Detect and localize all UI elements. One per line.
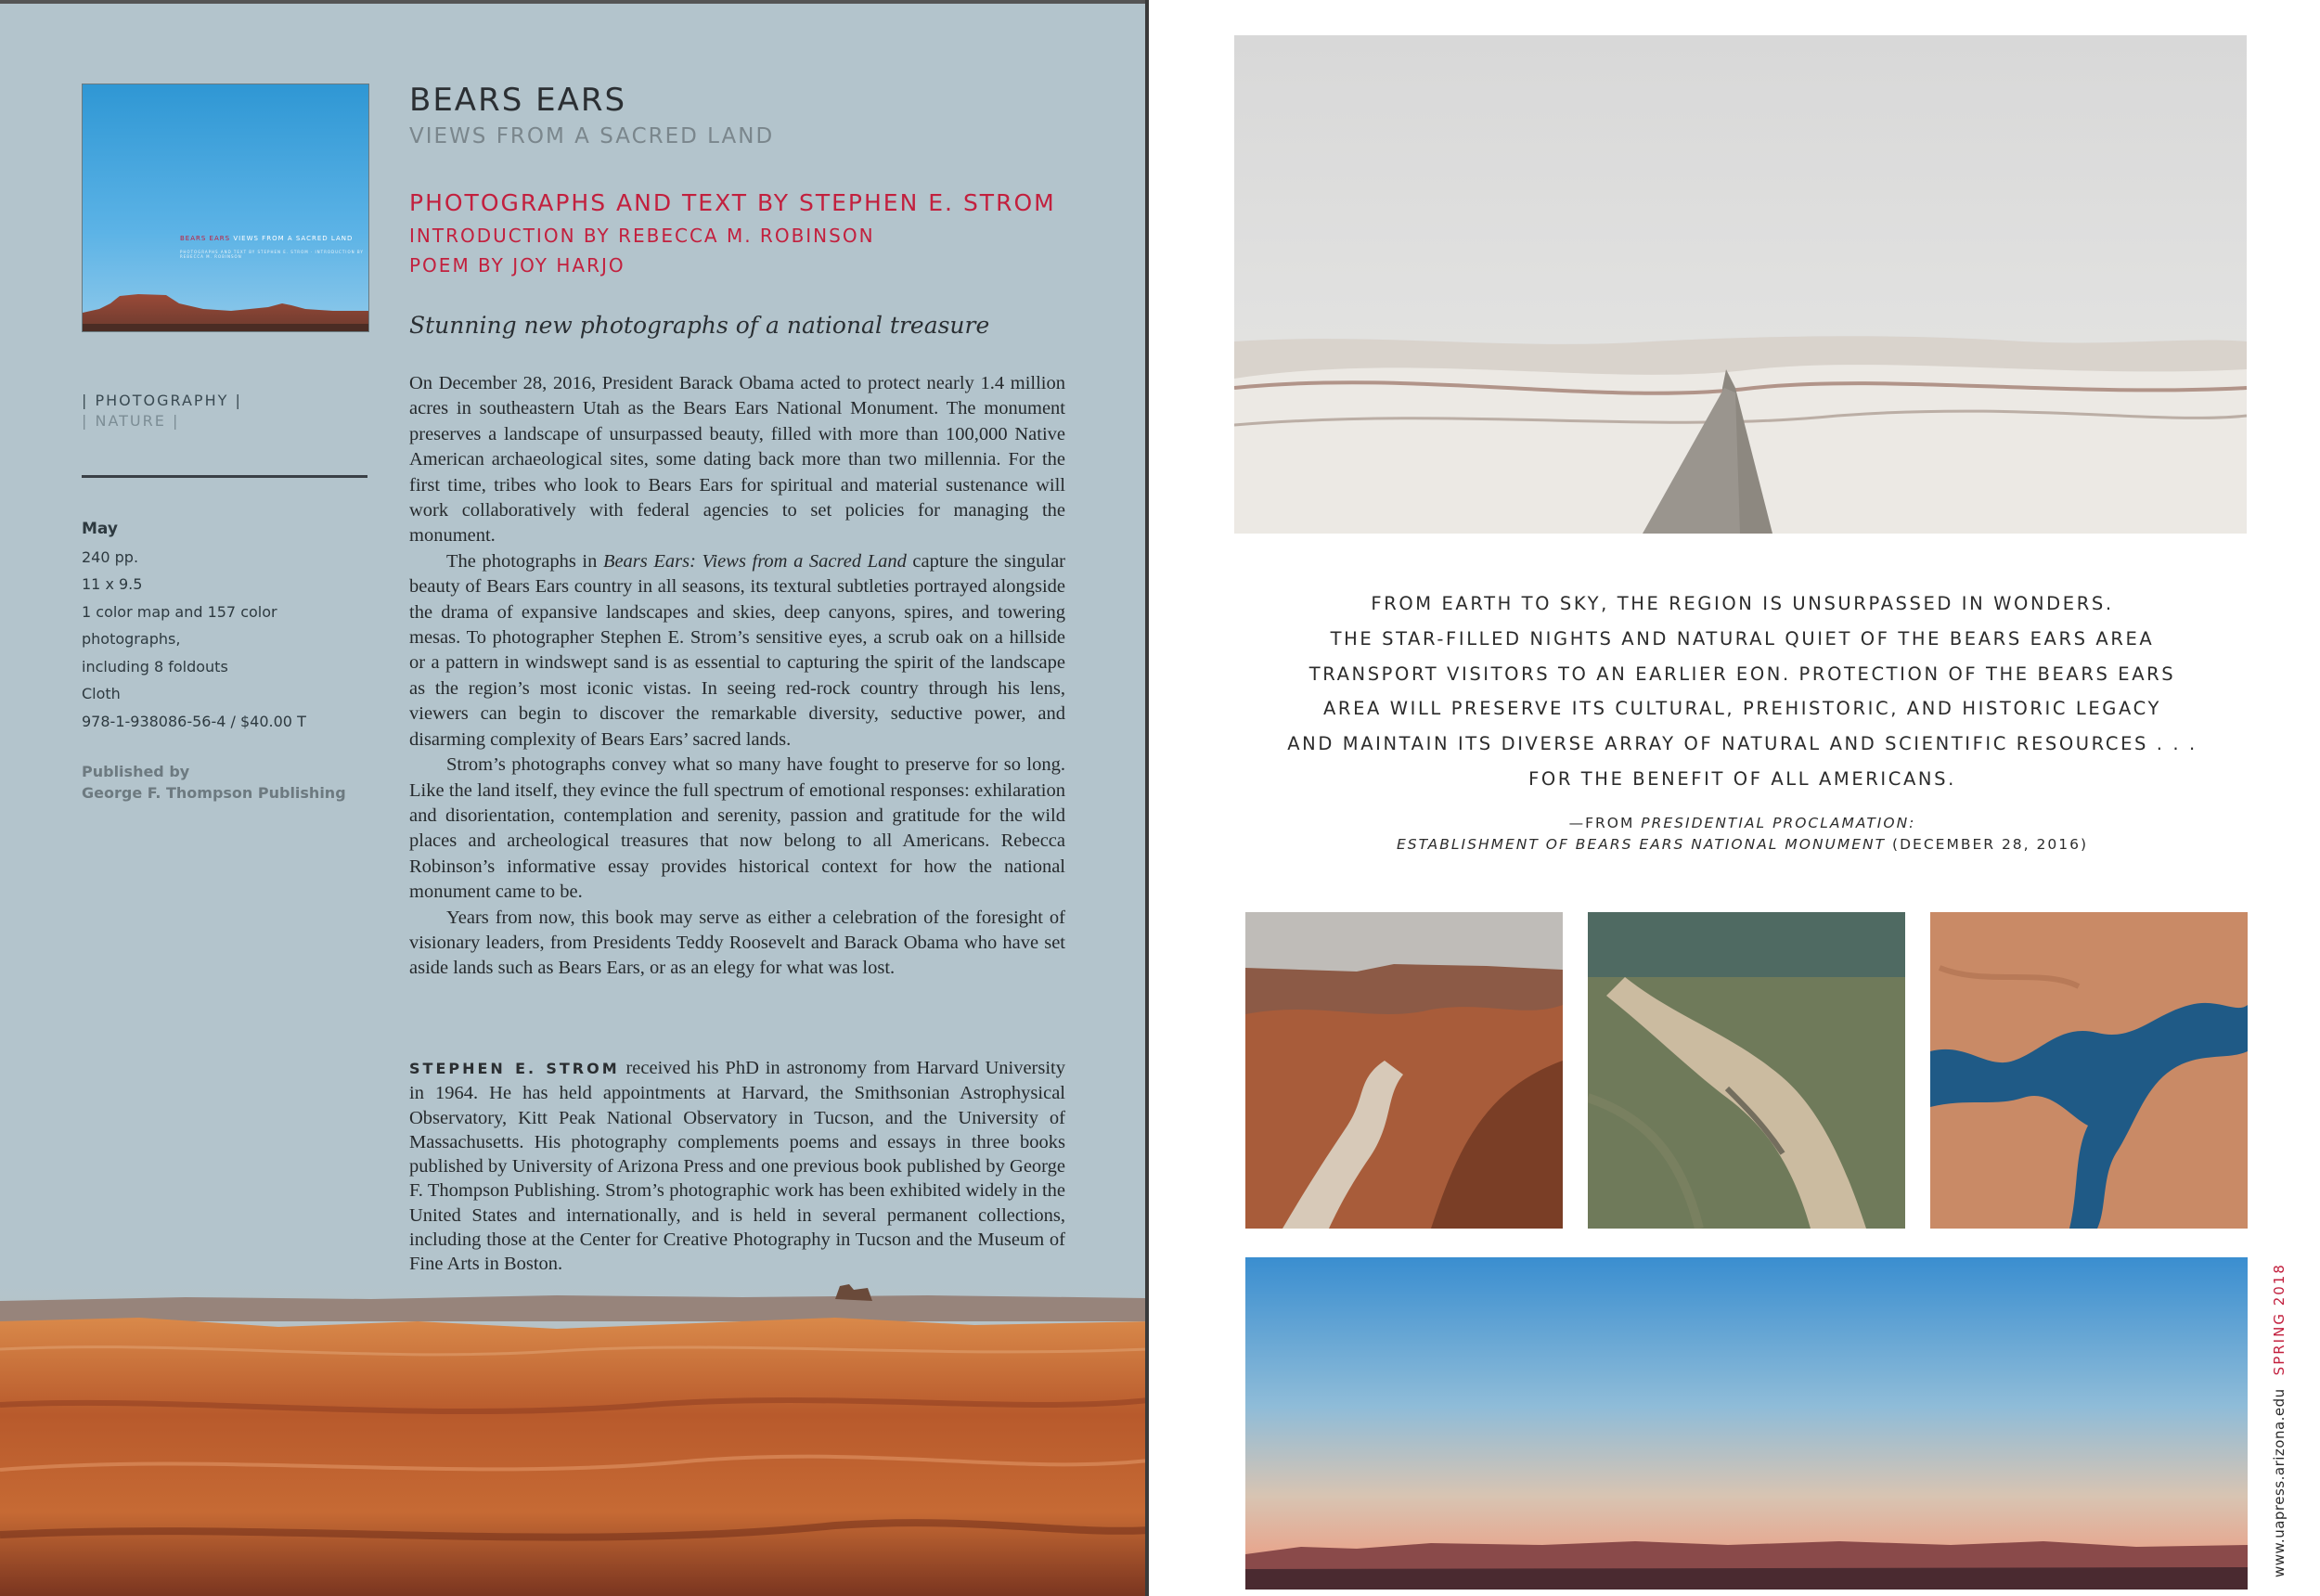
canyon-photo [0, 1284, 1149, 1596]
aerial-wash-photo [1588, 912, 1905, 1229]
attrib-prefix: —FROM [1568, 815, 1642, 831]
left-page [0, 0, 1149, 1596]
credit-photographs: PHOTOGRAPHS AND TEXT BY STEPHEN E. STROM [409, 189, 1056, 216]
quote-line: THE STAR-FILLED NIGHTS AND NATURAL QUIET OF THE BEARS EARS AREA [1330, 627, 2155, 650]
paragraph-1: On December 28, 2016, President Barack Obama acted to protect nearly 1.4 million acres in southeastern Utah as the Bears Ears National Monument. The monument preserves a landscape of unsurpassed beauty, filled with more than 100,000 Native American archaeological sites, some dating back more than two millennia. For the first time, tribes who look to Bears Ears for spiritual and material sustenance will work collaboratively with federal agencies to set policies for managing the monument. [409, 373, 1065, 547]
credit-poem: POEM BY JOY HARJO [409, 254, 625, 277]
paragraph-2-a: The photographs in [446, 550, 603, 572]
paragraph-3: Strom’s photographs convey what so many have fought to preserve for so long. Like the land itself, they evince the full spectrum of emotional responses: exhilaration and disorientation, contemplation and serenity, passion and gratitude for the wild places and archeological treasures that now belong to all Americans. Rebecca Robinson’s informative essay provides historical context for how the national monument came to be. [409, 754, 1065, 903]
credit-introduction: INTRODUCTION BY REBECCA M. ROBINSON [409, 225, 875, 247]
attrib-title-2: ESTABLISHMENT OF BEARS EARS NATIONAL MONUMENT [1396, 836, 1887, 853]
illustrations-line-2: including 8 foldouts [82, 657, 228, 676]
illustrations-line-1: 1 color map and 157 color photographs, [82, 602, 277, 648]
quote-line: AREA WILL PRESERVE ITS CULTURAL, PREHISTORIC, AND HISTORIC LEGACY [1322, 698, 2161, 720]
book-title: BEARS EARS [409, 82, 627, 119]
quote-line: AND MAINTAIN ITS DIVERSE ARRAY OF NATURAL AND SCIENTIFIC RESOURCES . . . [1287, 733, 2198, 755]
paragraph-2-b: capture the singular beauty of Bears Ears country in all seasons, its textural subtleties portrayed alongside the drama of expansive landscapes and skies, deep canyons, spires, and towering mesas. To photographer Stephen E. Strom’s sensitive eyes, a scrub oak on a hillside or a pattern in windswept sand is as essential to capturing the spirit of the landscape as the region’s most iconic vistas. In seeing red-rock country through his lens, viewers can begin to discover the remarkable diversity, seductive power, and disarming complexity of Bears Ears’ sacred lands. [409, 550, 1065, 750]
isbn-price: 978-1-938086-56-4 / $40.00 T [82, 712, 306, 730]
publisher-label: Published by [82, 763, 190, 780]
attrib-title-1: PRESIDENTIAL PROCLAMATION: [1641, 815, 1916, 831]
author-name: STEPHEN E. STROM [409, 1060, 620, 1077]
canyon-river-photo [1245, 912, 1563, 1229]
paragraph-4: Years from now, this book may serve as either a celebration of the foresight of visionary leaders, from Presidents Teddy Roosevelt and Barack Obama who have set aside lands such as Bears Ears, or as an elegy for what was lost. [409, 907, 1065, 979]
sunset-mesa-photo [1245, 1257, 2248, 1590]
snowy-road-photo [1234, 35, 2247, 534]
author-bio [409, 1056, 1065, 1277]
category-divider [82, 475, 367, 478]
quote-attribution [1248, 813, 2236, 856]
credits [409, 186, 1056, 280]
category-photography: | PHOTOGRAPHY | [82, 392, 242, 409]
proclamation-quote [1248, 586, 2236, 797]
cover-title-white: VIEWS FROM A SACRED LAND [233, 235, 354, 242]
book-cover-image [82, 84, 369, 332]
binding: Cloth [82, 685, 121, 702]
publisher-url[interactable]: www.uapress.arizona.edu [2271, 1388, 2288, 1577]
book-subtitle: VIEWS FROM A SACRED LAND [409, 124, 775, 148]
cover-title [180, 235, 353, 242]
trim-size: 11 x 9.5 [82, 575, 143, 593]
publisher-block [82, 761, 346, 804]
category-nature: | NATURE | [82, 412, 180, 430]
cover-mesa-silhouette [83, 276, 368, 331]
description-body [409, 371, 1065, 982]
publisher-name: George F. Thompson Publishing [82, 784, 346, 802]
paragraph-2-title: Bears Ears: Views from a Sacred Land [602, 550, 907, 572]
quote-line: FOR THE BENEFIT OF ALL AMERICANS. [1528, 767, 1956, 790]
paragraph-2 [409, 549, 1065, 753]
lake-aerial-photo [1930, 912, 2248, 1229]
attrib-date: (DECEMBER 28, 2016) [1886, 836, 2089, 853]
page-count: 240 pp. [82, 547, 139, 566]
quote-line: FROM EARTH TO SKY, THE REGION IS UNSURPASSED IN WONDERS. [1371, 593, 2114, 614]
cover-title-red: BEARS EARS [180, 235, 231, 242]
quote-line: TRANSPORT VISITORS TO AN EARLIER EON. PROTECTION OF THE BEARS EARS [1308, 663, 2176, 685]
tagline: Stunning new photographs of a national treasure [409, 312, 990, 339]
pub-month: May [82, 520, 118, 538]
cover-subline: PHOTOGRAPHS AND TEXT BY STEPHEN E. STROM · INTRODUCTION BY REBECCA M. ROBINSON [180, 250, 364, 259]
catalog-season: SPRING 2018 [2271, 1263, 2288, 1376]
page-sidebar [2271, 1263, 2288, 1577]
book-metadata [82, 516, 379, 735]
top-rule [0, 0, 1149, 4]
author-bio-text: received his PhD in astronomy from Harvard University in 1964. He has held appointments at Harvard, the Smithsonian Astrophysical Observatory, Kitt Peak National Observatory in Tucson, and the University of Massachusetts. His photography complements poems and essays in three books published by University of Arizona Press and one previous book published by George F. Thompson Publishing. Strom’s photographic work has been exhibited widely in the United States and internationally, and is held in several permanent collections, including those at the Center for Creative Photography in Tucson and the Museum of Fine Arts in Boston. [409, 1058, 1065, 1275]
